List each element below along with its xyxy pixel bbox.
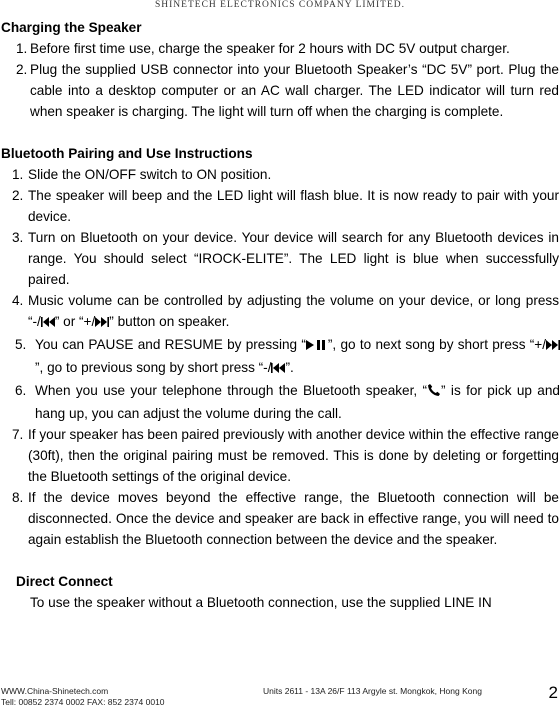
pairing-list	[0, 164, 560, 550]
list-item	[0, 424, 560, 487]
previous-track-icon	[41, 313, 55, 334]
charging-title: Charging the Speaker	[1, 20, 142, 35]
item-text: Plug the supplied USB connector into your Bluetooth Speaker’s “DC 5V” port. Plug the cable into a desktop computer or an AC wall charger. The LED indicator will turn red when speaker is charging. The light will turn off when the charging is complete.	[30, 62, 559, 119]
item-text: You can PAUSE and RESUME by pressing “ ”, go to next song by short press “+/”, go to previous song by short press “-/ ”.	[35, 334, 560, 380]
item-text: When you use your telephone through the Bluetooth speaker, “ ” is for pick up and hang up, you can adjust the volume during the call.	[35, 383, 560, 421]
item-number: 1.	[16, 41, 28, 56]
list-item	[0, 59, 560, 122]
footer-address: Units 2611 - 13A 26/F 113 Argyle st. Mongkok, Hong Kong	[263, 686, 482, 696]
previous-track-icon	[271, 359, 285, 380]
list-item	[0, 380, 560, 424]
item-number: 7.	[12, 427, 24, 442]
list-item	[0, 334, 560, 380]
next-track-icon	[546, 336, 560, 357]
item-number: 3.	[12, 230, 24, 245]
item-text: Before first time use, charge the speaker for 2 hours with DC 5V output charger.	[30, 41, 510, 56]
list-item	[0, 185, 560, 227]
item-text: Slide the ON/OFF switch to ON position.	[28, 167, 272, 182]
item-text: Music volume can be controlled by adjusting the volume on your device, or long press “-/ ” or “+/ ” button on speaker.	[28, 290, 560, 334]
footer-contact	[1, 686, 165, 708]
direct-connect-title: Direct Connect	[16, 574, 113, 589]
item-number: 2.	[16, 62, 28, 77]
item-text: Turn on Bluetooth on your device. Your device will search for any Bluetooth devices in range. You should select “IROCK-ELITE”. The LED light is blue when successfully paired.	[28, 230, 559, 287]
next-track-icon	[95, 313, 109, 334]
document-body	[0, 17, 560, 613]
list-item	[0, 227, 560, 290]
list-item	[0, 38, 560, 59]
footer-website: WWW.China-Shinetech.com	[1, 686, 109, 696]
item-number: 5.	[15, 337, 27, 352]
item-number: 1.	[12, 167, 24, 182]
item-text: If your speaker has been paired previously with another device within the effective range (30ft), then the original pairing must be removed. This is done by deleting or forgetting the Bluetooth settings of the original device.	[28, 427, 559, 484]
page-number: 2	[548, 683, 558, 702]
play-pause-icon	[306, 336, 328, 357]
item-text: The speaker will beep and the LED light will flash blue. It is now ready to pair with your device.	[28, 188, 559, 224]
item-number: 6.	[15, 383, 27, 398]
item-number: 4.	[12, 293, 24, 308]
direct-connect-text: To use the speaker without a Bluetooth connection, use the supplied LINE IN	[30, 595, 492, 610]
item-number: 8.	[12, 490, 24, 505]
pairing-title: Bluetooth Pairing and Use Instructions	[1, 146, 253, 161]
phone-icon	[427, 382, 441, 403]
item-text: If the device moves beyond the effective range, the Bluetooth connection will be disconnected. Once the device and speaker are back in effective range, you will need to again establish the Bluetooth connection between the device and the speaker.	[28, 490, 559, 547]
company-header: SHINETECH ELECTRONICS COMPANY LIMITED.	[155, 0, 405, 10]
item-number: 2.	[12, 188, 24, 203]
list-item	[0, 487, 560, 550]
charging-list	[0, 38, 560, 122]
footer-phone: Tell: 00852 2374 0002 FAX: 852 2374 0010	[1, 697, 165, 707]
list-item	[0, 164, 560, 185]
list-item	[0, 290, 560, 334]
